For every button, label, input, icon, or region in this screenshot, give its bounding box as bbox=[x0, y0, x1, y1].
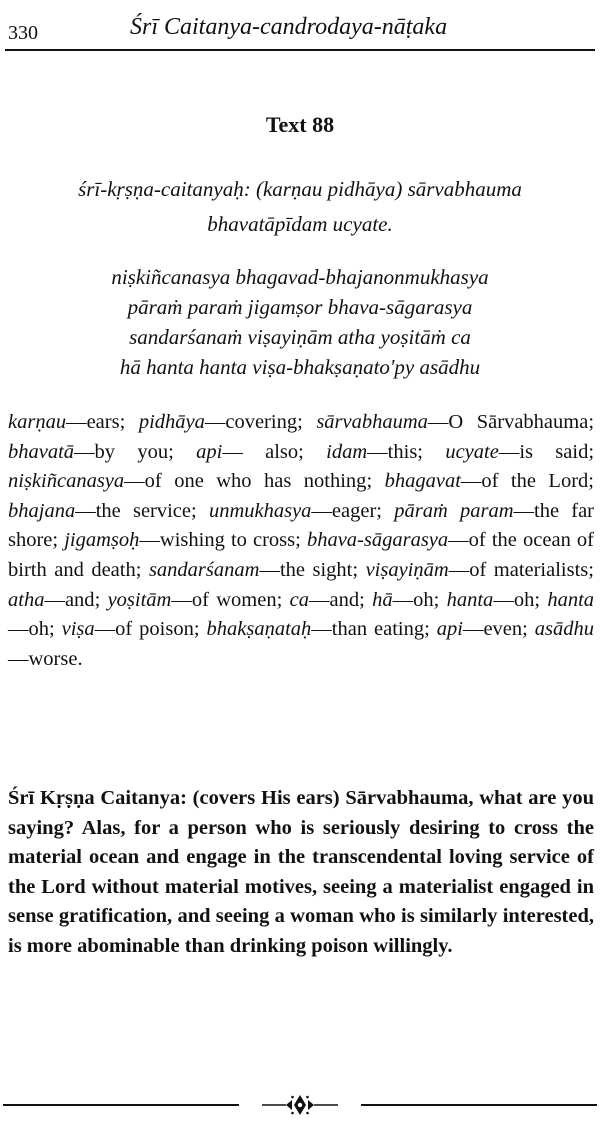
synonym-meaning: O Sārvabhauma bbox=[448, 411, 589, 433]
sanskrit-verse bbox=[0, 262, 600, 382]
synonym-meaning: of the Lord bbox=[481, 470, 589, 493]
running-title: Śrī Caitanya-candrodaya-nāṭaka bbox=[130, 14, 448, 40]
header-rule bbox=[5, 49, 595, 51]
synonym-entry: api— also; bbox=[196, 440, 327, 463]
synonym-entry: viṣayiṇām—of materialists; bbox=[365, 558, 594, 581]
synonym-meaning: covering bbox=[225, 411, 298, 433]
footer-divider bbox=[0, 1090, 600, 1120]
verse-line: hā hanta hanta viṣa-bhakṣaṇato'py asādhu bbox=[119, 355, 481, 379]
synonym-entry: bhava-sāgarasya—of the ocean of birth and death; bbox=[8, 529, 595, 581]
synonym-entry: yoṣitām—of women; bbox=[107, 588, 290, 611]
synonym-word: bhavatā bbox=[8, 440, 75, 463]
verse-line: sandarśanaṁ viṣayiṇām atha yoṣitāṁ ca bbox=[129, 325, 471, 349]
synonym-meaning: the service bbox=[95, 499, 192, 522]
synonym-entry: viṣa—of poison; bbox=[61, 618, 207, 641]
synonym-meaning: the far shore bbox=[8, 499, 595, 552]
synonym-meaning: oh bbox=[413, 588, 434, 611]
verse-line: pāraṁ paraṁ jigamṣor bhava-sāgarasya bbox=[127, 295, 473, 319]
synonym-word: yoṣitām bbox=[107, 588, 172, 611]
synonym-entry: asādhu—worse. bbox=[8, 618, 595, 670]
synonym-word: bhagavat bbox=[384, 470, 461, 493]
synonym-word: unmukhasya bbox=[208, 499, 312, 522]
sanskrit-dialogue bbox=[0, 172, 600, 242]
synonym-meaning: wishing to cross bbox=[159, 529, 296, 552]
synonym-word: bhakṣaṇataḥ bbox=[206, 618, 312, 641]
synonym-entry: karṇau—ears; bbox=[8, 411, 139, 433]
synonym-entry: ca—and; bbox=[289, 588, 373, 611]
synonym-meaning: worse bbox=[28, 647, 78, 670]
synonym-entry: bhajana—the service; bbox=[8, 499, 209, 522]
synonym-entry: sārvabhauma—O Sārvabhauma; bbox=[316, 411, 595, 433]
synonym-word: sandarśanam bbox=[148, 558, 260, 581]
translation-paragraph: Śrī Kṛṣṇa Caitanya: (covers His ears) Sārvabhauma, what are you saying? Alas, for a person who is seriously desiring to cross the material ocean and engage in the transcendental loving service of the Lord without material motives, seeing a materialist engaged in sense gratification, and seeing a woman who is similarly interested, is more abominable than drinking poison willingly. bbox=[8, 787, 594, 957]
synonym-word: api bbox=[436, 618, 463, 641]
synonym-word: viṣa bbox=[61, 618, 95, 641]
synonym-meaning: of women bbox=[191, 588, 277, 611]
synonym-word: hanta bbox=[547, 588, 595, 611]
synonym-word: pāraṁ param bbox=[394, 499, 514, 522]
synonym-entry: hanta—oh; bbox=[446, 588, 548, 611]
synonym-meaning: and bbox=[64, 588, 95, 611]
synonym-meaning: of the ocean of birth and death bbox=[8, 529, 595, 581]
synonym-meaning: oh bbox=[28, 618, 49, 641]
page-header bbox=[0, 0, 600, 52]
synonym-entry: bhavatā—by you; bbox=[8, 440, 197, 463]
synonym-meaning: by you bbox=[94, 440, 169, 463]
synonym-word: pidhāya bbox=[138, 411, 205, 433]
synonym-meaning: and bbox=[329, 588, 360, 611]
synonym-entry: api—even; bbox=[436, 618, 535, 641]
synonym-entry: pidhāya—covering; bbox=[138, 411, 317, 433]
text-heading: Text 88 bbox=[265, 112, 335, 137]
synonym-word: idam bbox=[326, 440, 368, 463]
page-number: 330 bbox=[8, 22, 38, 44]
synonym-word: sārvabhauma bbox=[316, 411, 428, 433]
dialogue-line: śrī-kṛṣṇa-caitanyaḥ: (karṇau pidhāya) sārvabhauma bbox=[78, 177, 522, 201]
synonym-entry: idam—this; bbox=[326, 440, 446, 463]
verse-line: niṣkiñcanasya bhagavad-bhajanonmukhasya bbox=[111, 265, 489, 289]
synonym-entry: niṣkiñcanasya—of one who has nothing; bbox=[8, 470, 385, 493]
synonym-meaning: eager bbox=[331, 499, 377, 522]
synonym-meaning: ears bbox=[86, 411, 120, 433]
synonym-word: viṣayiṇām bbox=[365, 558, 449, 581]
synonym-meaning: than eating bbox=[331, 618, 425, 641]
synonym-entry: pāraṁ param—the far shore; bbox=[8, 499, 595, 552]
synonym-entry: hanta—oh; bbox=[8, 588, 595, 641]
synonym-word: bhava-sāgarasya bbox=[306, 529, 449, 552]
synonym-entry: hā—oh; bbox=[372, 588, 447, 611]
synonym-word: hā bbox=[372, 588, 393, 611]
synonym-entry: jigamṣoḥ—wishing to cross; bbox=[64, 529, 307, 552]
synonym-word: bhajana bbox=[8, 499, 76, 522]
synonym-word: asādhu bbox=[534, 618, 595, 641]
synonym-entry: sandarśanam—the sight; bbox=[148, 558, 366, 581]
synonym-meaning: the sight bbox=[279, 558, 353, 581]
word-for-word-synonyms bbox=[8, 408, 594, 674]
ornament-divider-icon bbox=[262, 1092, 338, 1118]
synonym-meaning: even bbox=[483, 618, 523, 641]
synonym-meaning: this bbox=[387, 440, 418, 463]
synonym-word: atha bbox=[8, 588, 45, 611]
synonym-meaning: also bbox=[242, 440, 299, 463]
synonym-word: jigamṣoḥ bbox=[64, 529, 140, 552]
synonym-word: ucyate bbox=[445, 440, 499, 463]
synonym-meaning: oh bbox=[513, 588, 535, 611]
synonym-word: ca bbox=[289, 588, 309, 611]
synonym-entry: atha—and; bbox=[8, 588, 108, 611]
synonym-entry: ucyate—is said; bbox=[445, 440, 595, 463]
synonym-word: karṇau bbox=[8, 411, 67, 433]
synonym-meaning: of materialists bbox=[469, 558, 589, 581]
synonym-entry: unmukhasya—eager; bbox=[208, 499, 395, 522]
synonym-word: niṣkiñcanasya bbox=[8, 470, 125, 493]
synonym-word: api bbox=[196, 440, 223, 463]
synonym-entry: bhakṣaṇataḥ—than eating; bbox=[206, 618, 437, 641]
footer-rule-right bbox=[361, 1104, 597, 1106]
synonym-word: hanta bbox=[446, 588, 494, 611]
synonym-meaning: is said bbox=[519, 440, 589, 463]
footer-rule-left bbox=[3, 1104, 239, 1106]
dialogue-line: bhavatāpīdam ucyate. bbox=[207, 212, 393, 236]
synonym-entry: bhagavat—of the Lord; bbox=[384, 470, 594, 493]
synonym-meaning: of poison bbox=[115, 618, 194, 641]
synonym-meaning: of one who has nothing bbox=[144, 470, 367, 493]
